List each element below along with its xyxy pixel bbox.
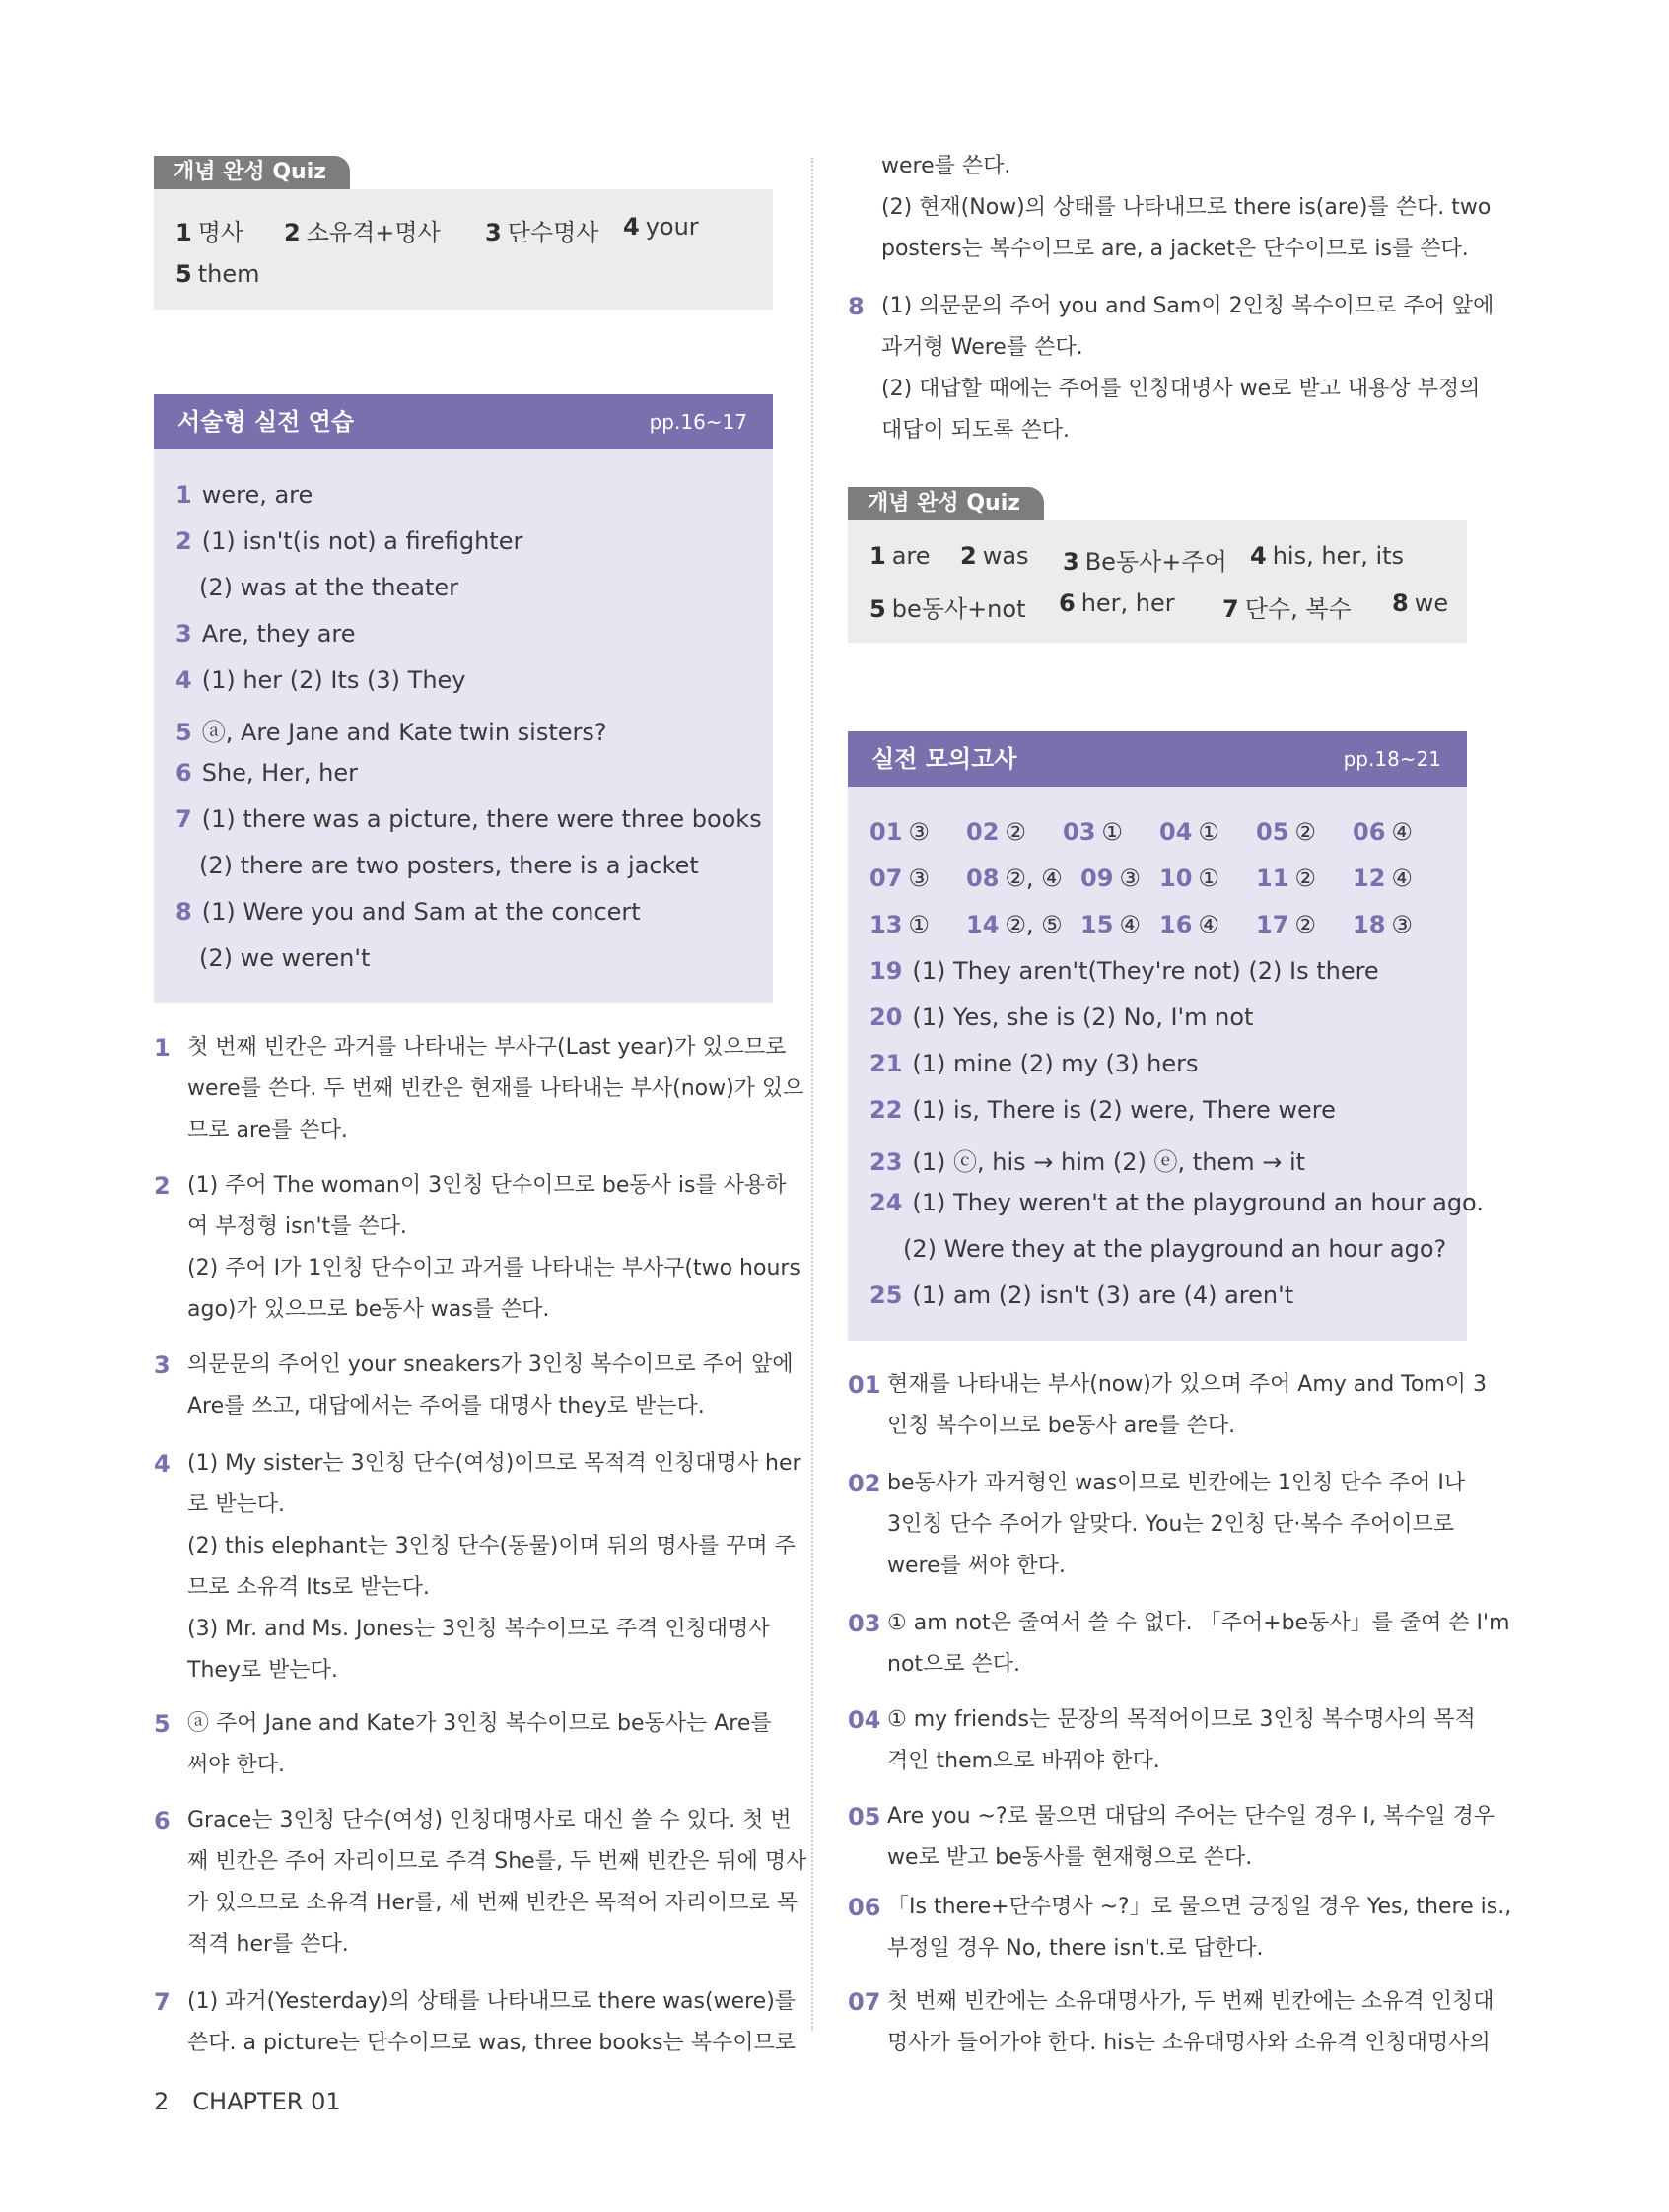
explanation-continued: were를 쓴다. (2) 현재(Now)의 상태를 나타내므로 there is(are)를 쓴다. two posters는 복수이므로 are, a jacket은 단수이므로 is를 쓴다. xyxy=(881,154,1492,261)
mc-answer: 01 ③ xyxy=(869,818,930,846)
mc-answer: 02 ② xyxy=(966,818,1026,846)
quiz-item: 7 단수, 복수 xyxy=(1222,595,1352,623)
quiz-box xyxy=(154,189,773,310)
quiz-item: 5 be동사+not xyxy=(869,595,1026,623)
section-pages: pp.16~17 xyxy=(649,410,747,434)
explanation-item: 4 (1) My sister는 3인칭 단수(여성)이므로 목적격 인칭대명사 her 로 받는다. (2) this elephant는 3인칭 단수(동물)이며 뒤의 명사를 꾸며 주 므로 소유격 Its로 받는다. (3) Mr. and Ms. Jones는 3인칭 복수이므로 주격 인칭대명사 They로 받는다. xyxy=(154,1450,801,1683)
column-divider xyxy=(811,158,813,2031)
mc-answer: 15 ④ xyxy=(1080,911,1141,938)
mc-answer: 08 ②, ④ xyxy=(966,864,1063,892)
page-number: 2 xyxy=(154,2088,170,2115)
explanation-item: 5 ⓐ 주어 Jane and Kate가 3인칭 복수이므로 be동사는 Are를 써야 한다. xyxy=(154,1710,772,1777)
section-header xyxy=(848,731,1467,787)
mc-answer: 05 ② xyxy=(1256,818,1316,846)
quiz-item: 1 명사 xyxy=(175,219,244,246)
quiz-row-2 xyxy=(869,589,1461,623)
quiz-item: 1 are xyxy=(869,542,931,570)
mc-answer: 04 ① xyxy=(1159,818,1219,846)
quiz-box xyxy=(848,520,1467,643)
quiz-row-1 xyxy=(175,213,767,246)
answer-line: 21 (1) mine (2) my (3) hers xyxy=(869,1050,1199,1077)
mc-answer: 09 ③ xyxy=(1080,864,1141,892)
quiz-row-2 xyxy=(175,260,767,290)
quiz-item: 3 단수명사 xyxy=(485,219,599,246)
explanation-item: 02 be동사가 과거형인 was이므로 빈칸에는 1인칭 단수 주어 I나 3인칭 단수 주어가 알맞다. You는 2인칭 단·복수 주어이므로 were를 써야 한다. xyxy=(848,1470,1466,1578)
answer-line: 5 ⓐ, Are Jane and Kate twin sisters? xyxy=(175,719,607,746)
section-pages: pp.18~21 xyxy=(1343,747,1441,771)
page-footer xyxy=(154,2088,365,2115)
answer-line: 24 (1) They weren't at the playground an hour ago. xyxy=(869,1189,1484,1216)
answer-line: 4 (1) her (2) Its (3) They xyxy=(175,666,466,694)
quiz-row-1 xyxy=(869,542,1461,576)
answer-line: (2) we weren't xyxy=(199,944,371,972)
answer-line: 2 (1) isn't(is not) a firefighter xyxy=(175,527,523,555)
section-answers xyxy=(848,787,1484,1341)
answer-line: (2) was at the theater xyxy=(199,574,458,601)
explanation-item: 7 (1) 과거(Yesterday)의 상태를 나타내므로 there was(were)를 쓴다. a picture는 단수이므로 was, three books는 복수이므로 xyxy=(154,1988,797,2055)
explanation-item: 03 ① am not은 줄여서 쓸 수 없다. 「주어+be동사」를 줄여 쓴 I'm not으로 쓴다. xyxy=(848,1610,1510,1677)
explanation-item: 05 Are you ~?로 물으면 대답의 주어는 단수일 경우 I, 복수일 경우 we로 받고 be동사를 현재형으로 쓴다. xyxy=(848,1803,1495,1870)
mc-answer: 07 ③ xyxy=(869,864,930,892)
quiz-item: 5 them xyxy=(175,260,260,288)
answer-line: 23 (1) ⓒ, his → him (2) ⓔ, them → it xyxy=(869,1148,1306,1176)
quiz-tab: 개념 완성 Quiz xyxy=(154,156,350,189)
mc-answer: 03 ① xyxy=(1063,818,1123,846)
quiz-item: 6 her, her xyxy=(1059,589,1175,617)
answer-line: 8 (1) Were you and Sam at the concert xyxy=(175,898,641,926)
mc-answer: 11 ② xyxy=(1256,864,1316,892)
mc-answer: 18 ③ xyxy=(1353,911,1413,938)
mc-answer: 06 ④ xyxy=(1353,818,1413,846)
quiz-tab: 개념 완성 Quiz xyxy=(848,487,1044,520)
explanation-item: 8 (1) 의문문의 주어 you and Sam이 2인칭 복수이므로 주어 앞에 과거형 Were를 쓴다. (2) 대답할 때에는 주어를 인칭대명사 we로 받고 내용상 부정의 대답이 되도록 쓴다. xyxy=(848,293,1495,443)
explanation-item: 1 첫 번째 빈칸은 과거를 나타내는 부사구(Last year)가 있으므로 were를 쓴다. 두 번째 빈칸은 현재를 나타내는 부사(now)가 있으 므로 are를 쓴다. xyxy=(154,1034,804,1142)
section-answers xyxy=(154,449,773,1003)
mc-answer: 13 ① xyxy=(869,911,930,938)
explanation-item: 06 「Is there+단수명사 ~?」로 물으면 긍정일 경우 Yes, there is., 부정일 경우 No, there isn't.로 답한다. xyxy=(848,1894,1512,1961)
quiz-item: 4 your xyxy=(623,213,699,241)
mc-answer: 10 ① xyxy=(1159,864,1219,892)
answer-line: 25 (1) am (2) isn't (3) are (4) aren't xyxy=(869,1281,1294,1309)
answer-line: (2) there are two posters, there is a jacket xyxy=(199,852,699,879)
answer-line: 22 (1) is, There is (2) were, There were xyxy=(869,1096,1336,1124)
chapter-label: CHAPTER 01 xyxy=(192,2088,341,2115)
quiz-item: 2 was xyxy=(960,542,1029,570)
answer-line: 1 were, are xyxy=(175,481,313,509)
explanation-item: 04 ① my friends는 문장의 목적어이므로 3인칭 복수명사의 목적 격인 them으로 바꿔야 한다. xyxy=(848,1706,1476,1773)
explanation-item: 3 의문문의 주어인 your sneakers가 3인칭 복수이므로 주어 앞에 Are를 쓰고, 대답에서는 주어를 대명사 they로 받는다. xyxy=(154,1351,794,1418)
section-title: 실전 모의고사 xyxy=(871,745,1017,773)
explanation-item: 07 첫 번째 빈칸에는 소유대명사가, 두 번째 빈칸에는 소유격 인칭대 명사가 들어가야 한다. his는 소유대명사와 소유격 인칭대명사의 xyxy=(848,1988,1495,2055)
quiz-item: 8 we xyxy=(1392,589,1449,617)
answer-line: 19 (1) They aren't(They're not) (2) Is there xyxy=(869,957,1379,985)
quiz-item: 4 his, her, its xyxy=(1250,542,1405,570)
mc-answer: 12 ④ xyxy=(1353,864,1413,892)
explanation-item: 6 Grace는 3인칭 단수(여성) 인칭대명사로 대신 쓸 수 있다. 첫 번 째 빈칸은 주어 자리이므로 주격 She를, 두 번째 빈칸은 뒤에 명사 가 있으므로 소유격 Her를, 세 번째 빈칸은 목적어 자리이므로 목 적격 her를 쓴다. xyxy=(154,1807,807,1957)
explanation-item: 2 (1) 주어 The woman이 3인칭 단수이므로 be동사 is를 사용하 여 부정형 isn't를 쓴다. (2) 주어 I가 1인칭 단수이고 과거를 나타내는 부사구(two hours ago)가 있으므로 be동사 was를 쓴다. xyxy=(154,1172,800,1322)
mc-answer: 17 ② xyxy=(1256,911,1316,938)
explanation-item: 01 현재를 나타내는 부사(now)가 있으며 주어 Amy and Tom이 3 인칭 복수이므로 be동사 are를 쓴다. xyxy=(848,1371,1488,1438)
mc-answer: 14 ②, ⑤ xyxy=(966,911,1063,938)
answer-line: 3 Are, they are xyxy=(175,620,356,648)
quiz-item: 2 소유격+명사 xyxy=(284,219,441,246)
mc-answer: 16 ④ xyxy=(1159,911,1219,938)
answer-line: 6 She, Her, her xyxy=(175,759,358,787)
answer-line: 20 (1) Yes, she is (2) No, I'm not xyxy=(869,1003,1254,1031)
section-header xyxy=(154,394,773,449)
answer-line: 7 (1) there was a picture, there were three books xyxy=(175,805,762,833)
quiz-item: 3 Be동사+주어 xyxy=(1063,548,1227,576)
answer-line: (2) Were they at the playground an hour ago? xyxy=(903,1235,1447,1263)
section-title: 서술형 실전 연습 xyxy=(177,408,354,436)
